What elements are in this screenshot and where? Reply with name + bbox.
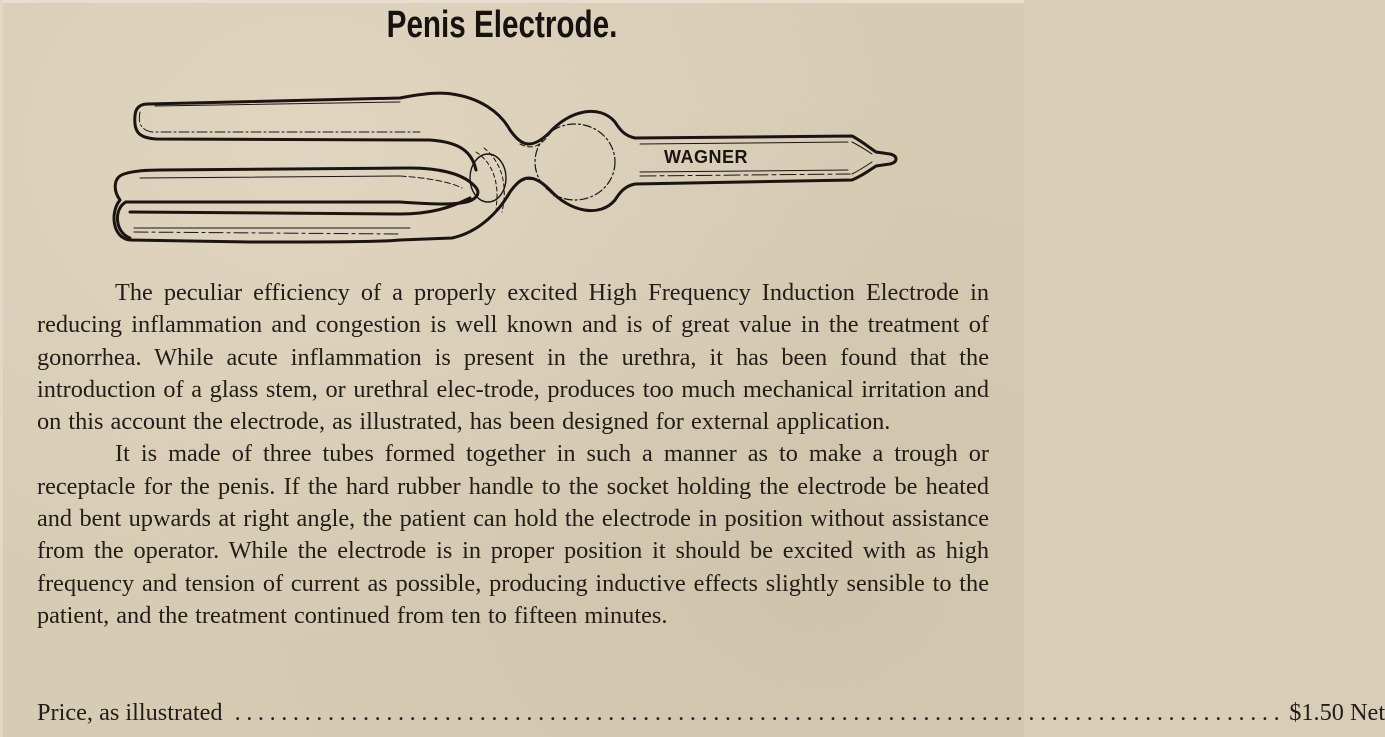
paragraph-1: The peculiar efficiency of a properly excited High Frequency Induction Electrode in reducing inflammation and congestion is well known and is of great value in the treatment of gonorrhea. While acute inflammation is present in the urethra, it has been found that the introduction of a glass stem, or urethral elec-trode, produces too much mechanical irritation and on this account the electrode, as illustrated, has been designed for external application. [37, 279, 989, 436]
paragraph-2: It is made of three tubes formed together in such a manner as to make a trough or receptacle for the penis. If the hard rubber handle to the socket holding the electrode be heated and bent upwards at right angle, the patient can hold the electrode in position without assistance from the operator. While the electrode is in proper position it should be excited with as high frequency and tension of current as possible, producing inductive effects slightly sensible to the patient, and the treatment continued from ten to fifteen minutes. [37, 440, 989, 629]
price-label: Price, as illustrated [37, 699, 223, 726]
price-value: $1.50 Net [1289, 699, 1385, 726]
description-text [37, 277, 989, 632]
page-edge-left [0, 0, 3, 737]
dotted-leader: .......................................................................................... [234, 699, 1286, 726]
price-line [37, 697, 1385, 729]
electrode-drawing-icon [100, 82, 920, 258]
page-title: Penis Electrode. [386, 4, 618, 46]
brand-label: WAGNER [664, 147, 748, 167]
electrode-illustration [100, 82, 920, 258]
